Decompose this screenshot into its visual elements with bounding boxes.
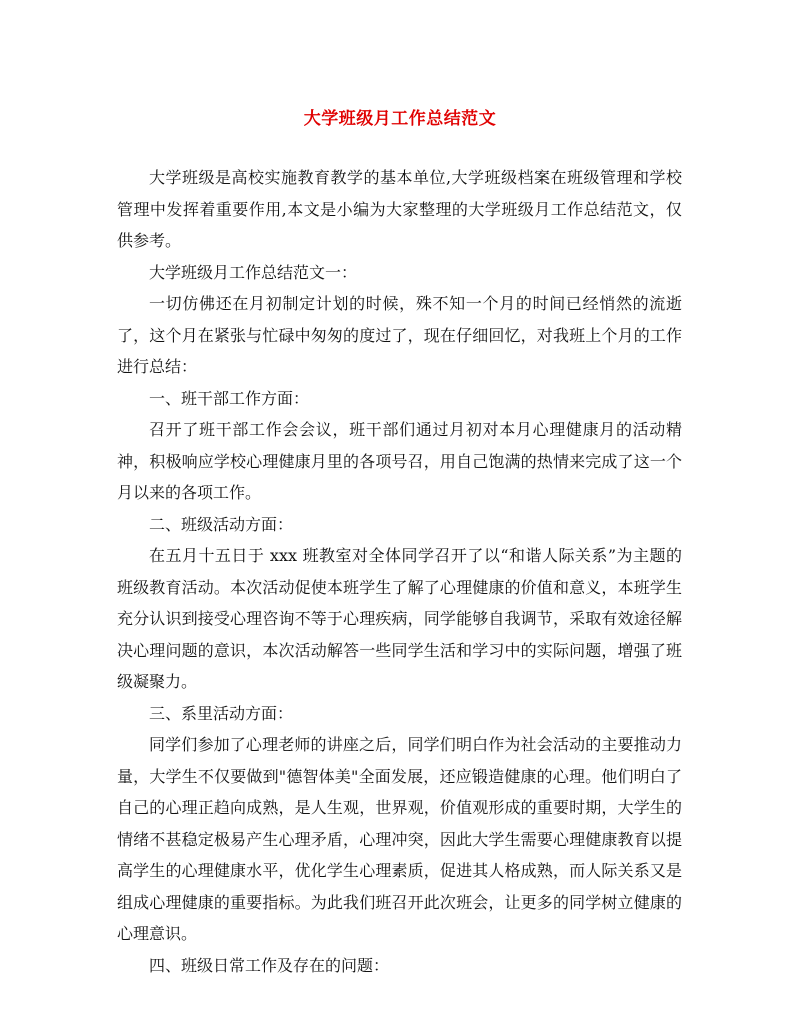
document-title: 大学班级月工作总结范文 — [303, 109, 497, 129]
intro-paragraph: 大学班级是高校实施教育教学的基本单位,大学班级档案在班级管理和学校管理中发挥着重要作用,本文是小编为大家整理的大学班级月工作总结范文，仅供参考。 — [117, 168, 682, 250]
section-heading-department-activities: 三、系里活动方面： — [149, 703, 294, 723]
section-heading-example-one: 大学班级月工作总结范文一： — [149, 262, 358, 282]
section-heading-daily-work: 四、班级日常工作及存在的问题： — [149, 955, 390, 975]
section-heading-class-cadres: 一、班干部工作方面： — [149, 388, 310, 408]
section-heading-class-activities: 二、班级活动方面： — [149, 514, 294, 534]
class-cadres-paragraph: 召开了班干部工作会会议，班干部们通过月初对本月心理健康月的活动精神，积极响应学校心理健康月里的各项号召，用自己饱满的热情来完成了这一个月以来的各项工作。 — [117, 420, 682, 502]
document-body — [117, 162, 682, 981]
opening-paragraph: 一切仿佛还在月初制定计划的时候，殊不知一个月的时间已经悄然的流逝了，这个月在紧张与忙碌中匆匆的度过了，现在仔细回忆，对我班上个月的工作进行总结： — [117, 294, 682, 376]
department-activities-paragraph: 同学们参加了心理老师的讲座之后，同学们明白作为社会活动的主要推动力量，大学生不仅要做到"德智体美"全面发展，还应锻造健康的心理。他们明白了自己的心理正趋向成熟，是人生观，世界观，价值观形成的重要时期，大学生的情绪不甚稳定极易产生心理矛盾，心理冲突，因此大学生需要心理健康教育以提高学生的心理健康水平，优化学生心理素质，促进其人格成熟，而人际关系又是组成心理健康的重要指标。为此我们班召开此次班会，让更多的同学树立健康的心理意识。 — [117, 735, 682, 943]
class-activities-paragraph: 在五月十五日于 xxx 班教室对全体同学召开了以“和谐人际关系”为主题的班级教育活动。本次活动促使本班学生了解了心理健康的价值和意义，本班学生充分认识到接受心理咨询不等于心理疾病，同学能够自我调节，采取有效途径解决心理问题的意识，本次活动解答一些同学生活和学习中的实际问题，增强了班级凝聚力。 — [117, 546, 682, 691]
